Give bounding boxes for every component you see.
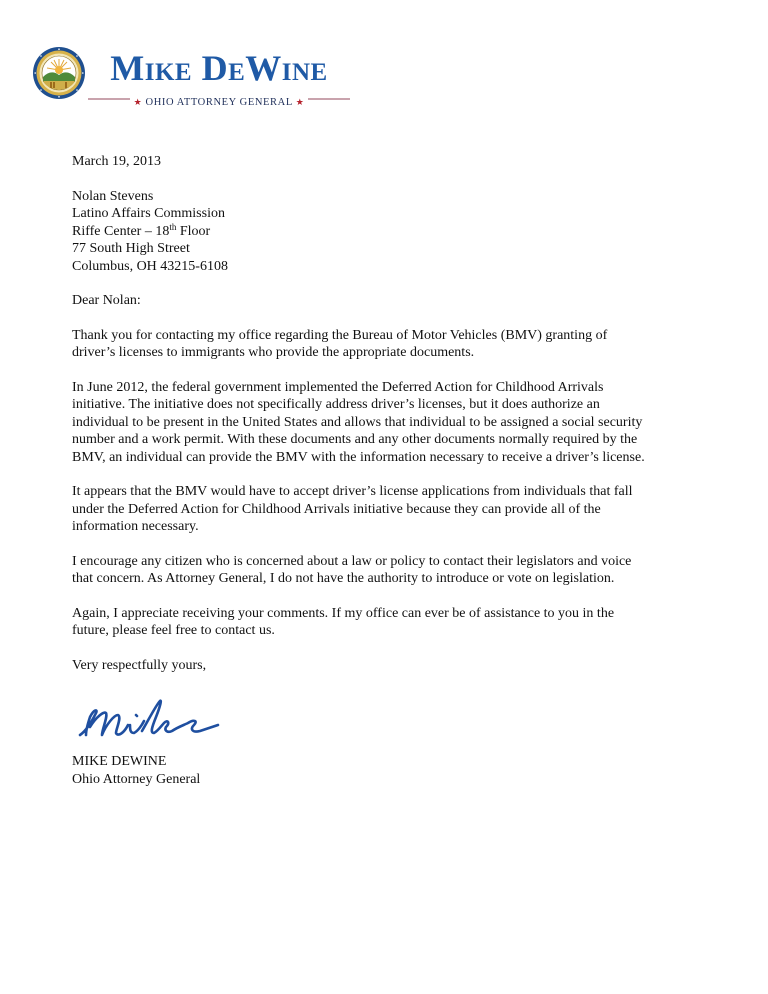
star-icon: ★ xyxy=(295,97,305,107)
salutation: Dear Nolan: xyxy=(72,293,141,308)
signature xyxy=(72,691,232,747)
letterhead-name-block xyxy=(88,50,350,106)
letterhead-title-row xyxy=(88,92,350,106)
paragraph-line: driver’s licenses to immigrants who provide the appropriate documents. xyxy=(72,345,475,360)
recipient-address xyxy=(72,188,712,276)
recipient-name: Nolan Stevens xyxy=(72,188,154,204)
letter-paragraph xyxy=(72,553,712,588)
recipient-floor: Floor xyxy=(176,223,211,239)
paragraph-line: information necessary. xyxy=(72,519,199,534)
paragraph-line: initiative. The initiative does not specifically address driver’s licenses, but it does authorize an xyxy=(72,397,600,412)
office-title: OHIO ATTORNEY GENERAL xyxy=(145,97,293,108)
letter-paragraph xyxy=(72,605,712,640)
paragraph-line: Again, I appreciate receiving your comments. If my office can ever be of assistance to you in the xyxy=(72,605,615,621)
letter-paragraph xyxy=(72,483,712,536)
letterhead xyxy=(32,46,362,106)
recipient-building-text: Riffe Center – 18 xyxy=(72,223,170,239)
letter-paragraph xyxy=(72,327,712,362)
star-icon: ★ xyxy=(133,97,143,107)
paragraph-line: individual to be present in the United States and allows that individual to be assigned a social security xyxy=(72,414,643,430)
paragraph-line: In June 2012, the federal government implemented the Deferred Action for Childhood Arrivals xyxy=(72,379,604,395)
paragraph-line: under the Deferred Action for Childhood Arrivals initiative because they can provide all of the xyxy=(72,501,601,517)
signer-block xyxy=(72,753,712,788)
paragraph-line: that concern. As Attorney General, I do not have the authority to introduce or vote on legislation. xyxy=(72,571,615,586)
recipient-street: 77 South High Street xyxy=(72,241,190,256)
paragraph-line: number and a work permit. With these documents and any other documents normally required by the xyxy=(72,432,638,447)
letter-paragraphs xyxy=(72,327,712,640)
recipient-organization: Latino Affairs Commission xyxy=(72,206,225,221)
paragraph-line: It appears that the BMV would have to accept driver’s license applications from individuals that fall xyxy=(72,484,633,499)
signer-title: Ohio Attorney General xyxy=(72,771,201,787)
paragraph-line: future, please feel free to contact us. xyxy=(72,623,275,638)
letter-body xyxy=(72,153,712,805)
recipient-building-sup: th xyxy=(169,221,177,232)
closing: Very respectfully yours, xyxy=(72,657,207,673)
letter-paragraph xyxy=(72,379,712,467)
signer-name: MIKE DEWINE xyxy=(72,754,167,769)
ohio-attorney-general-seal-icon xyxy=(32,46,86,100)
recipient-building xyxy=(72,223,712,241)
paragraph-line: I encourage any citizen who is concerned about a law or policy to contact their legislators and voice xyxy=(72,553,632,569)
recipient-city: Columbus, OH 43215-6108 xyxy=(72,258,228,274)
paragraph-line: BMV, an individual can provide the BMV with the information necessary to receive a driver’s license. xyxy=(72,449,645,465)
letterhead-title xyxy=(130,95,309,110)
attorney-general-name: Mike DeWine xyxy=(110,48,328,88)
paragraph-line: Thank you for contacting my office regarding the Bureau of Motor Vehicles (BMV) granting of xyxy=(72,327,608,343)
letter-date: March 19, 2013 xyxy=(72,154,162,169)
